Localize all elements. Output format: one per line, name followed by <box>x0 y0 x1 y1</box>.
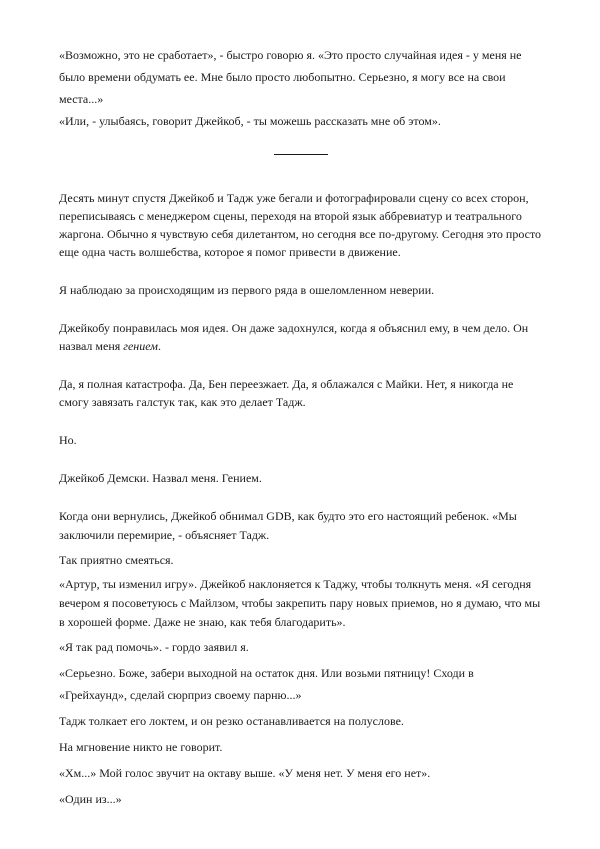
paragraph-14: Тадж толкает его локтем, и он резко останавливается на полуслове. <box>59 714 404 728</box>
paragraph-1: «Возможно, это не сработает», - быстро говорю я. «Это просто случайная идея - у меня не было времени обдумать ее. Мне было просто любопытно. Серьезно, я могу все на свои места...» <box>59 48 522 106</box>
section-separator <box>274 154 328 155</box>
paragraph-8: Джейкоб Демски. Назвал меня. Гением. <box>59 471 262 485</box>
paragraph-6: Да, я полная катастрофа. Да, Бен переезжает. Да, я облажался с Майки. Нет, я никогда не смогу завязать галстук так, как это делает Тадж. <box>59 377 514 409</box>
paragraph-5-end: . <box>157 339 161 353</box>
paragraph-11: «Артур, ты изменил игру». Джейкоб наклоняется к Таджу, чтобы толкнуть меня. «Я сегодня вечером я посоветуюсь с Майлзом, чтобы закрепить пару новых приемов, но я думаю, что мы в хорошей форме. Даже не знаю, как тебя благодарить». <box>59 577 541 629</box>
paragraph-5-text: Джейкобу понравилась моя идея. Он даже задохнулся, когда я объяснил ему, в чем дело. Он назвал меня <box>59 321 529 353</box>
paragraph-13: «Серьезно. Боже, забери выходной на остаток дня. Или возьми пятницу! Сходи в «Грейхаунд», сделай сюрприз своему парню...» <box>59 666 474 702</box>
paragraph-15: На мгновение никто не говорит. <box>59 740 223 754</box>
paragraph-17: «Один из...» <box>59 792 122 806</box>
book-page <box>59 44 543 810</box>
paragraph-10: Так приятно смеяться. <box>59 553 174 567</box>
paragraph-3: Десять минут спустя Джейкоб и Тадж уже бегали и фотографировали сцену со всех сторон, переписываясь с менеджером сцены, переходя на второй язык аббревиатур и театрального жаргона. Обычно я чувствую себя дилетантом, но сегодня все по-другому. Сегодня это просто еще одна часть волшебства, которое я помог привести в движение. <box>59 191 542 259</box>
paragraph-9: Когда они вернулись, Джейкоб обнимал GDB, как будто это его настоящий ребенок. «Мы заключили перемирие, - объясняет Тадж. <box>59 509 517 542</box>
paragraph-7: Но. <box>59 433 77 447</box>
paragraph-4: Я наблюдаю за происходящим из первого ряда в ошеломленном неверии. <box>59 283 435 297</box>
paragraph-16: «Хм...» Мой голос звучит на октаву выше. «У меня нет. У меня его нет». <box>59 766 431 780</box>
paragraph-12: «Я так рад помочь». - гордо заявил я. <box>59 640 249 654</box>
paragraph-2: «Или, - улыбаясь, говорит Джейкоб, - ты можешь рассказать мне об этом». <box>59 114 441 128</box>
paragraph-5 <box>59 319 543 355</box>
paragraph-5-italic: гением <box>123 339 158 353</box>
